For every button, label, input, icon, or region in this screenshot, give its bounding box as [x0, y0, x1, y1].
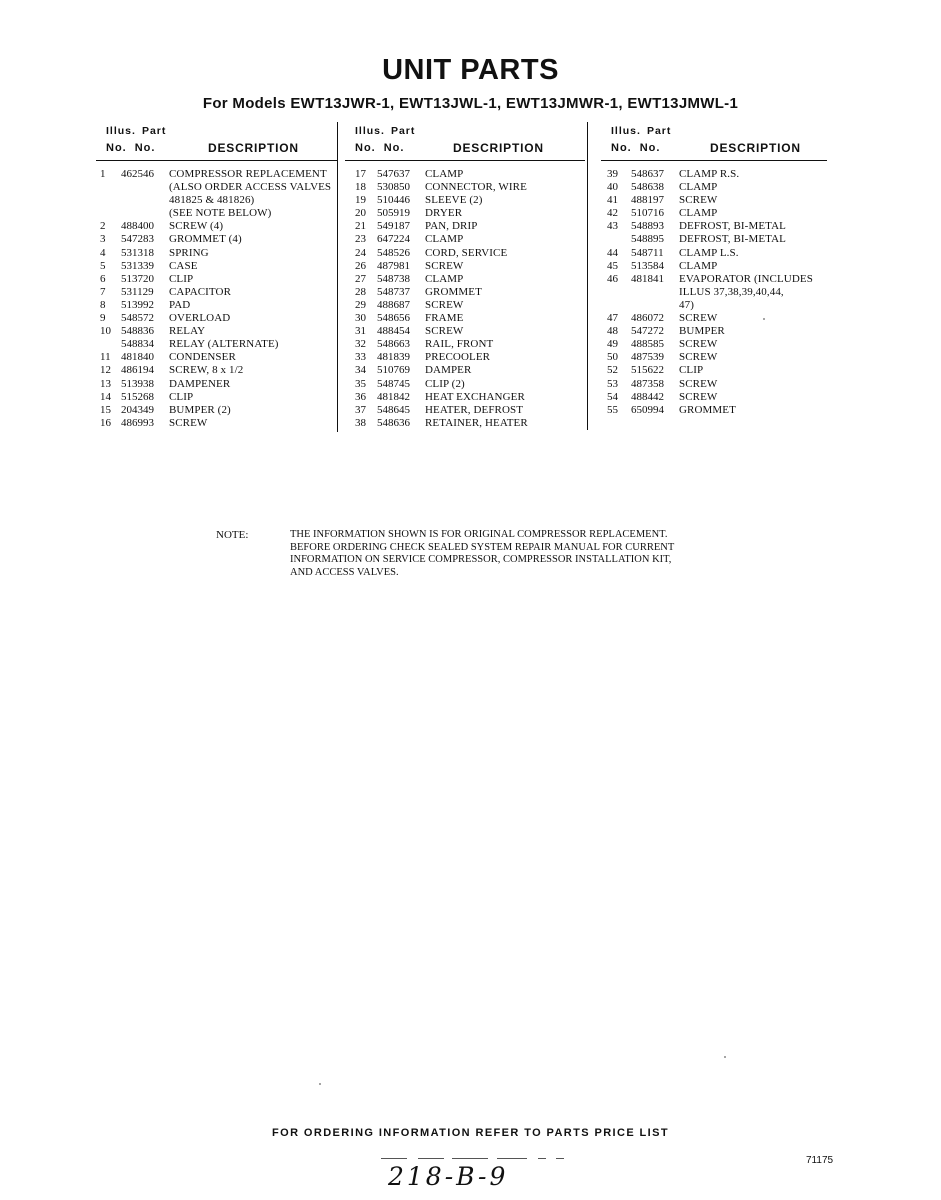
part-number: 548745	[377, 377, 410, 390]
illus-number: 1	[100, 168, 106, 180]
part-number: 548526	[377, 246, 410, 259]
part-description: CLAMP	[425, 233, 464, 246]
part-row	[96, 378, 338, 391]
part-number: 548893	[631, 220, 664, 233]
part-row	[601, 312, 827, 325]
part-description: (ALSO ORDER ACCESS VALVES	[169, 181, 332, 194]
part-row	[345, 299, 585, 312]
part-number: 488442	[631, 390, 664, 403]
part-description: FRAME	[425, 312, 464, 325]
part-number: 549187	[377, 220, 410, 233]
illus-number: 17	[355, 168, 366, 180]
note-text	[290, 529, 730, 579]
part-label: Part	[141, 125, 167, 137]
part-number: 515268	[121, 390, 154, 403]
part-description: OVERLOAD	[169, 312, 231, 325]
part-number: 547637	[377, 168, 410, 180]
illus-number: 12	[100, 364, 111, 377]
illus-number: 35	[355, 377, 366, 390]
part-description: SCREW	[679, 338, 718, 351]
illus-number: 44	[607, 246, 618, 259]
part-description: HEATER, DEFROST	[425, 403, 524, 416]
column-header	[345, 122, 585, 162]
part-row	[601, 404, 827, 417]
illus-number: 3	[100, 233, 106, 246]
part-row	[601, 260, 827, 273]
illus-number: 6	[100, 272, 106, 285]
column-header	[96, 122, 338, 162]
part-row	[96, 233, 338, 246]
illus-number: 8	[100, 298, 106, 311]
illus-number: 26	[355, 259, 366, 272]
part-number: 548663	[377, 338, 410, 351]
illus-number: 40	[607, 181, 618, 194]
part-row	[345, 260, 585, 273]
part-number: 548572	[121, 312, 154, 325]
illus-number: 41	[607, 194, 618, 207]
part-row	[345, 181, 585, 194]
illus-number: 50	[607, 351, 618, 364]
part-row	[96, 312, 338, 325]
part-description: RELAY	[169, 325, 206, 338]
scan-dash	[556, 1158, 564, 1159]
note-line: AND ACCESS VALVES.	[290, 566, 399, 578]
illus-number: 31	[355, 325, 366, 338]
part-description: CLAMP	[679, 207, 718, 220]
illus-number: 4	[100, 246, 106, 259]
part-number: 513938	[121, 377, 154, 390]
part-number	[121, 181, 169, 194]
part-description: SCREW (4)	[169, 220, 224, 233]
ordering-info-footer: FOR ORDERING INFORMATION REFER TO PARTS PRICE LIST	[272, 1127, 669, 1139]
part-number: 505919	[377, 207, 410, 220]
no-label: No.	[383, 142, 405, 154]
part-description: RAIL, FRONT	[425, 338, 494, 351]
column-divider-2	[587, 122, 588, 430]
illus-number: 16	[100, 416, 111, 429]
part-row	[345, 312, 585, 325]
part-number: 650994	[631, 403, 664, 416]
part-description: CAPACITOR	[169, 285, 232, 298]
part-description: SCREW	[679, 312, 718, 325]
part-number: 531318	[121, 246, 154, 259]
illus-number: 46	[607, 272, 618, 285]
illus-number: 7	[100, 285, 106, 298]
header-rule	[345, 160, 585, 161]
part-description: SCREW, 8 x 1/2	[169, 364, 244, 377]
part-row	[601, 391, 827, 404]
part-number: 513720	[121, 272, 154, 285]
no-label: No.	[611, 142, 632, 154]
part-row	[96, 181, 338, 194]
part-number: 488585	[631, 338, 664, 351]
illus-number: 2	[100, 220, 106, 233]
part-row	[96, 391, 338, 404]
part-description: CLAMP	[425, 168, 464, 180]
part-number: 488400	[121, 220, 154, 233]
no-label: No.	[355, 142, 376, 154]
part-description: CONDENSER	[169, 351, 236, 364]
illus-number: 14	[100, 390, 111, 403]
part-row	[601, 168, 827, 181]
illus-number: 13	[100, 377, 111, 390]
parts-list	[96, 168, 338, 430]
illus-number: 24	[355, 246, 366, 259]
scan-dash	[452, 1158, 488, 1159]
part-row	[345, 364, 585, 377]
part-row	[345, 378, 585, 391]
part-row	[96, 338, 338, 351]
illus-number: 33	[355, 351, 366, 364]
part-description: PAN, DRIP	[425, 220, 478, 233]
part-number: 530850	[377, 181, 410, 194]
part-label: Part	[646, 125, 672, 137]
header-rule	[601, 160, 827, 161]
part-row	[345, 207, 585, 220]
note-line: INFORMATION ON SERVICE COMPRESSOR, COMPRESSOR INSTALLATION KIT,	[290, 554, 672, 565]
part-row	[96, 286, 338, 299]
part-description: HEAT EXCHANGER	[425, 390, 525, 403]
part-number: 547283	[121, 233, 154, 246]
illus-number: 39	[607, 168, 618, 180]
illus-number: 34	[355, 364, 366, 377]
part-description: SCREW	[679, 377, 718, 390]
part-number: 487981	[377, 259, 410, 272]
handwritten-mark: 218-B-9	[388, 1162, 509, 1191]
part-number: 547272	[631, 325, 664, 338]
part-row	[345, 247, 585, 260]
part-description: SCREW	[425, 298, 464, 311]
note-line: THE INFORMATION SHOWN IS FOR ORIGINAL COMPRESSOR REPLACEMENT.	[290, 529, 668, 540]
illus-number	[96, 207, 121, 220]
part-number: 548895	[631, 233, 664, 246]
part-number: 513992	[121, 298, 154, 311]
illus-number: 42	[607, 207, 618, 220]
part-row	[601, 325, 827, 338]
part-row	[345, 417, 585, 430]
illus-number: 49	[607, 338, 618, 351]
part-description: DEFROST, BI-METAL	[679, 233, 786, 246]
illus-label: Illus.	[106, 125, 136, 137]
part-row	[96, 351, 338, 364]
part-description: SCREW	[679, 390, 718, 403]
part-description: CASE	[169, 259, 198, 272]
illus-number: 32	[355, 338, 366, 351]
parts-list	[345, 168, 585, 430]
part-number: 548645	[377, 403, 410, 416]
part-row	[345, 273, 585, 286]
scan-dash	[381, 1158, 407, 1159]
part-description: CONNECTOR, WIRE	[425, 181, 527, 194]
part-description: BUMPER (2)	[169, 403, 231, 416]
description-label: DESCRIPTION	[453, 141, 544, 155]
scan-dash	[418, 1158, 444, 1159]
part-label: Part	[390, 125, 416, 137]
part-number: 513584	[631, 259, 664, 272]
part-description: DRYER	[425, 207, 463, 220]
part-number: 548638	[631, 181, 664, 194]
part-row	[345, 194, 585, 207]
part-row	[601, 233, 827, 246]
parts-column-3	[601, 122, 827, 416]
part-description: PRECOOLER	[425, 351, 491, 364]
illus-number: 38	[355, 416, 366, 429]
part-number: 531129	[121, 285, 154, 298]
illus-number: 55	[607, 403, 618, 416]
part-description: CORD, SERVICE	[425, 246, 508, 259]
part-number	[121, 207, 169, 220]
part-number: 548711	[631, 246, 664, 259]
part-description: SCREW	[679, 351, 718, 364]
part-description: DAMPER	[425, 364, 472, 377]
scan-dash	[497, 1158, 527, 1159]
part-description: GROMMET	[679, 403, 736, 416]
part-number: 548836	[121, 325, 154, 338]
illus-number	[601, 286, 631, 299]
part-number: 481840	[121, 351, 154, 364]
part-description: CLAMP R.S.	[679, 168, 740, 180]
part-number	[631, 286, 679, 299]
illus-number: 19	[355, 194, 366, 207]
part-row	[345, 351, 585, 364]
part-number: 510446	[377, 194, 410, 207]
page-title: UNIT PARTS	[382, 54, 559, 86]
part-description: BUMPER	[679, 325, 725, 338]
scan-dash	[538, 1158, 546, 1159]
part-description: GROMMET	[425, 285, 482, 298]
illus-number: 30	[355, 312, 366, 325]
part-description: 481825 & 481826)	[169, 194, 255, 207]
part-row	[96, 207, 338, 220]
illus-number: 47	[607, 312, 618, 325]
part-description: SCREW	[425, 325, 464, 338]
part-row	[96, 325, 338, 338]
part-row	[345, 404, 585, 417]
part-number: 531339	[121, 259, 154, 272]
illus-number: 43	[607, 220, 618, 233]
illus-number: 45	[607, 259, 618, 272]
illus-number: 10	[100, 325, 111, 338]
description-label: DESCRIPTION	[710, 141, 801, 155]
part-number: 486072	[631, 312, 664, 325]
part-number: 204349	[121, 403, 154, 416]
document-code: 71175	[806, 1155, 834, 1166]
part-row	[601, 194, 827, 207]
part-description: CLAMP	[425, 272, 464, 285]
part-number	[631, 299, 679, 312]
illus-number: 36	[355, 390, 366, 403]
part-number: 486993	[121, 416, 154, 429]
part-row	[345, 338, 585, 351]
part-description: EVAPORATOR (INCLUDES	[679, 272, 813, 285]
part-row	[601, 247, 827, 260]
illus-number: 5	[100, 259, 106, 272]
part-row	[96, 364, 338, 377]
scan-speck	[319, 1083, 321, 1085]
illus-number: 21	[355, 220, 366, 233]
part-description: CLIP (2)	[425, 377, 465, 390]
part-row	[601, 286, 827, 299]
part-description: SCREW	[679, 194, 718, 207]
part-row	[345, 391, 585, 404]
scan-speck	[763, 318, 765, 320]
part-number: 481839	[377, 351, 410, 364]
part-row	[96, 194, 338, 207]
parts-column-1	[96, 122, 338, 429]
illus-number	[601, 233, 631, 246]
part-description: SCREW	[169, 416, 208, 429]
part-number: 462546	[121, 168, 154, 180]
no-label: No.	[134, 142, 156, 154]
part-description: RELAY (ALTERNATE)	[169, 338, 279, 351]
part-number: 486194	[121, 364, 154, 377]
part-description: RETAINER, HEATER	[425, 416, 528, 429]
part-description: SPRING	[169, 246, 209, 259]
part-row	[345, 286, 585, 299]
part-description: CLIP	[169, 390, 194, 403]
scan-speck	[724, 1056, 726, 1058]
illus-number: 53	[607, 377, 618, 390]
illus-number: 27	[355, 272, 366, 285]
part-description: SCREW	[425, 259, 464, 272]
no-label: No.	[106, 142, 127, 154]
illus-number: 11	[100, 351, 111, 364]
part-number: 548834	[121, 338, 154, 351]
illus-number: 28	[355, 285, 366, 298]
part-row	[96, 404, 338, 417]
illus-number	[96, 194, 121, 207]
part-description: CLIP	[679, 364, 704, 377]
description-label: DESCRIPTION	[208, 141, 299, 155]
part-description: SLEEVE (2)	[425, 194, 483, 207]
part-description: CLIP	[169, 272, 194, 285]
part-row	[96, 417, 338, 430]
illus-label: Illus.	[611, 125, 641, 137]
illus-number: 54	[607, 390, 618, 403]
illus-number: 15	[100, 403, 111, 416]
column-header	[601, 122, 827, 162]
part-number: 548738	[377, 272, 410, 285]
part-row	[345, 220, 585, 233]
part-description: DAMPENER	[169, 377, 231, 390]
part-row	[345, 233, 585, 246]
parts-column-2	[345, 122, 585, 429]
part-row	[96, 260, 338, 273]
part-number: 515622	[631, 364, 664, 377]
part-description: DEFROST, BI-METAL	[679, 220, 786, 233]
part-row	[96, 247, 338, 260]
part-number: 510716	[631, 207, 664, 220]
part-row	[601, 351, 827, 364]
part-row	[96, 168, 338, 181]
models-subtitle: For Models EWT13JWR-1, EWT13JWL-1, EWT13JMWR-1, EWT13JMWL-1	[202, 95, 739, 112]
part-row	[96, 220, 338, 233]
illus-number: 29	[355, 298, 366, 311]
no-label: No.	[639, 142, 661, 154]
part-number: 548656	[377, 312, 410, 325]
part-row	[96, 299, 338, 312]
part-number: 481841	[631, 272, 664, 285]
part-number: 647224	[377, 233, 410, 246]
part-description: ILLUS 37,38,39,40,44,	[679, 285, 784, 298]
illus-number: 48	[607, 325, 618, 338]
illus-number: 52	[607, 364, 618, 377]
part-row	[601, 364, 827, 377]
parts-list	[601, 168, 827, 417]
part-description: COMPRESSOR REPLACEMENT	[169, 168, 327, 180]
note-line: BEFORE ORDERING CHECK SEALED SYSTEM REPAIR MANUAL FOR CURRENT	[290, 541, 675, 553]
part-description: GROMMET (4)	[169, 233, 242, 246]
part-number: 548636	[377, 416, 410, 429]
part-description: PAD	[169, 298, 191, 311]
part-row	[345, 325, 585, 338]
part-number: 548637	[631, 168, 664, 180]
part-number: 548737	[377, 285, 410, 298]
illus-number: 23	[355, 233, 366, 246]
part-row	[345, 168, 585, 181]
illus-number: 18	[355, 181, 366, 194]
illus-label: Illus.	[355, 125, 385, 137]
part-row	[601, 207, 827, 220]
part-row	[601, 378, 827, 391]
illus-number	[601, 299, 631, 312]
part-row	[601, 181, 827, 194]
part-description: 47)	[679, 298, 694, 311]
part-row	[601, 273, 827, 286]
part-row	[601, 299, 827, 312]
illus-number: 9	[100, 312, 106, 325]
part-description: CLAMP	[679, 259, 718, 272]
part-row	[601, 338, 827, 351]
header-rule	[96, 160, 338, 161]
part-number: 481842	[377, 390, 410, 403]
part-number: 488454	[377, 325, 410, 338]
part-description: CLAMP	[679, 181, 718, 194]
part-number: 487358	[631, 377, 664, 390]
part-description: (SEE NOTE BELOW)	[169, 207, 272, 220]
note-label: NOTE:	[216, 529, 249, 541]
part-row	[601, 220, 827, 233]
illus-number: 37	[355, 403, 366, 416]
part-number	[121, 194, 169, 207]
illus-number	[96, 181, 121, 194]
illus-number	[96, 338, 121, 351]
part-number: 488687	[377, 298, 410, 311]
part-description: CLAMP L.S.	[679, 246, 739, 259]
part-number: 488197	[631, 194, 664, 207]
part-row	[96, 273, 338, 286]
part-number: 510769	[377, 364, 410, 377]
part-number: 487539	[631, 351, 664, 364]
illus-number: 20	[355, 207, 366, 220]
